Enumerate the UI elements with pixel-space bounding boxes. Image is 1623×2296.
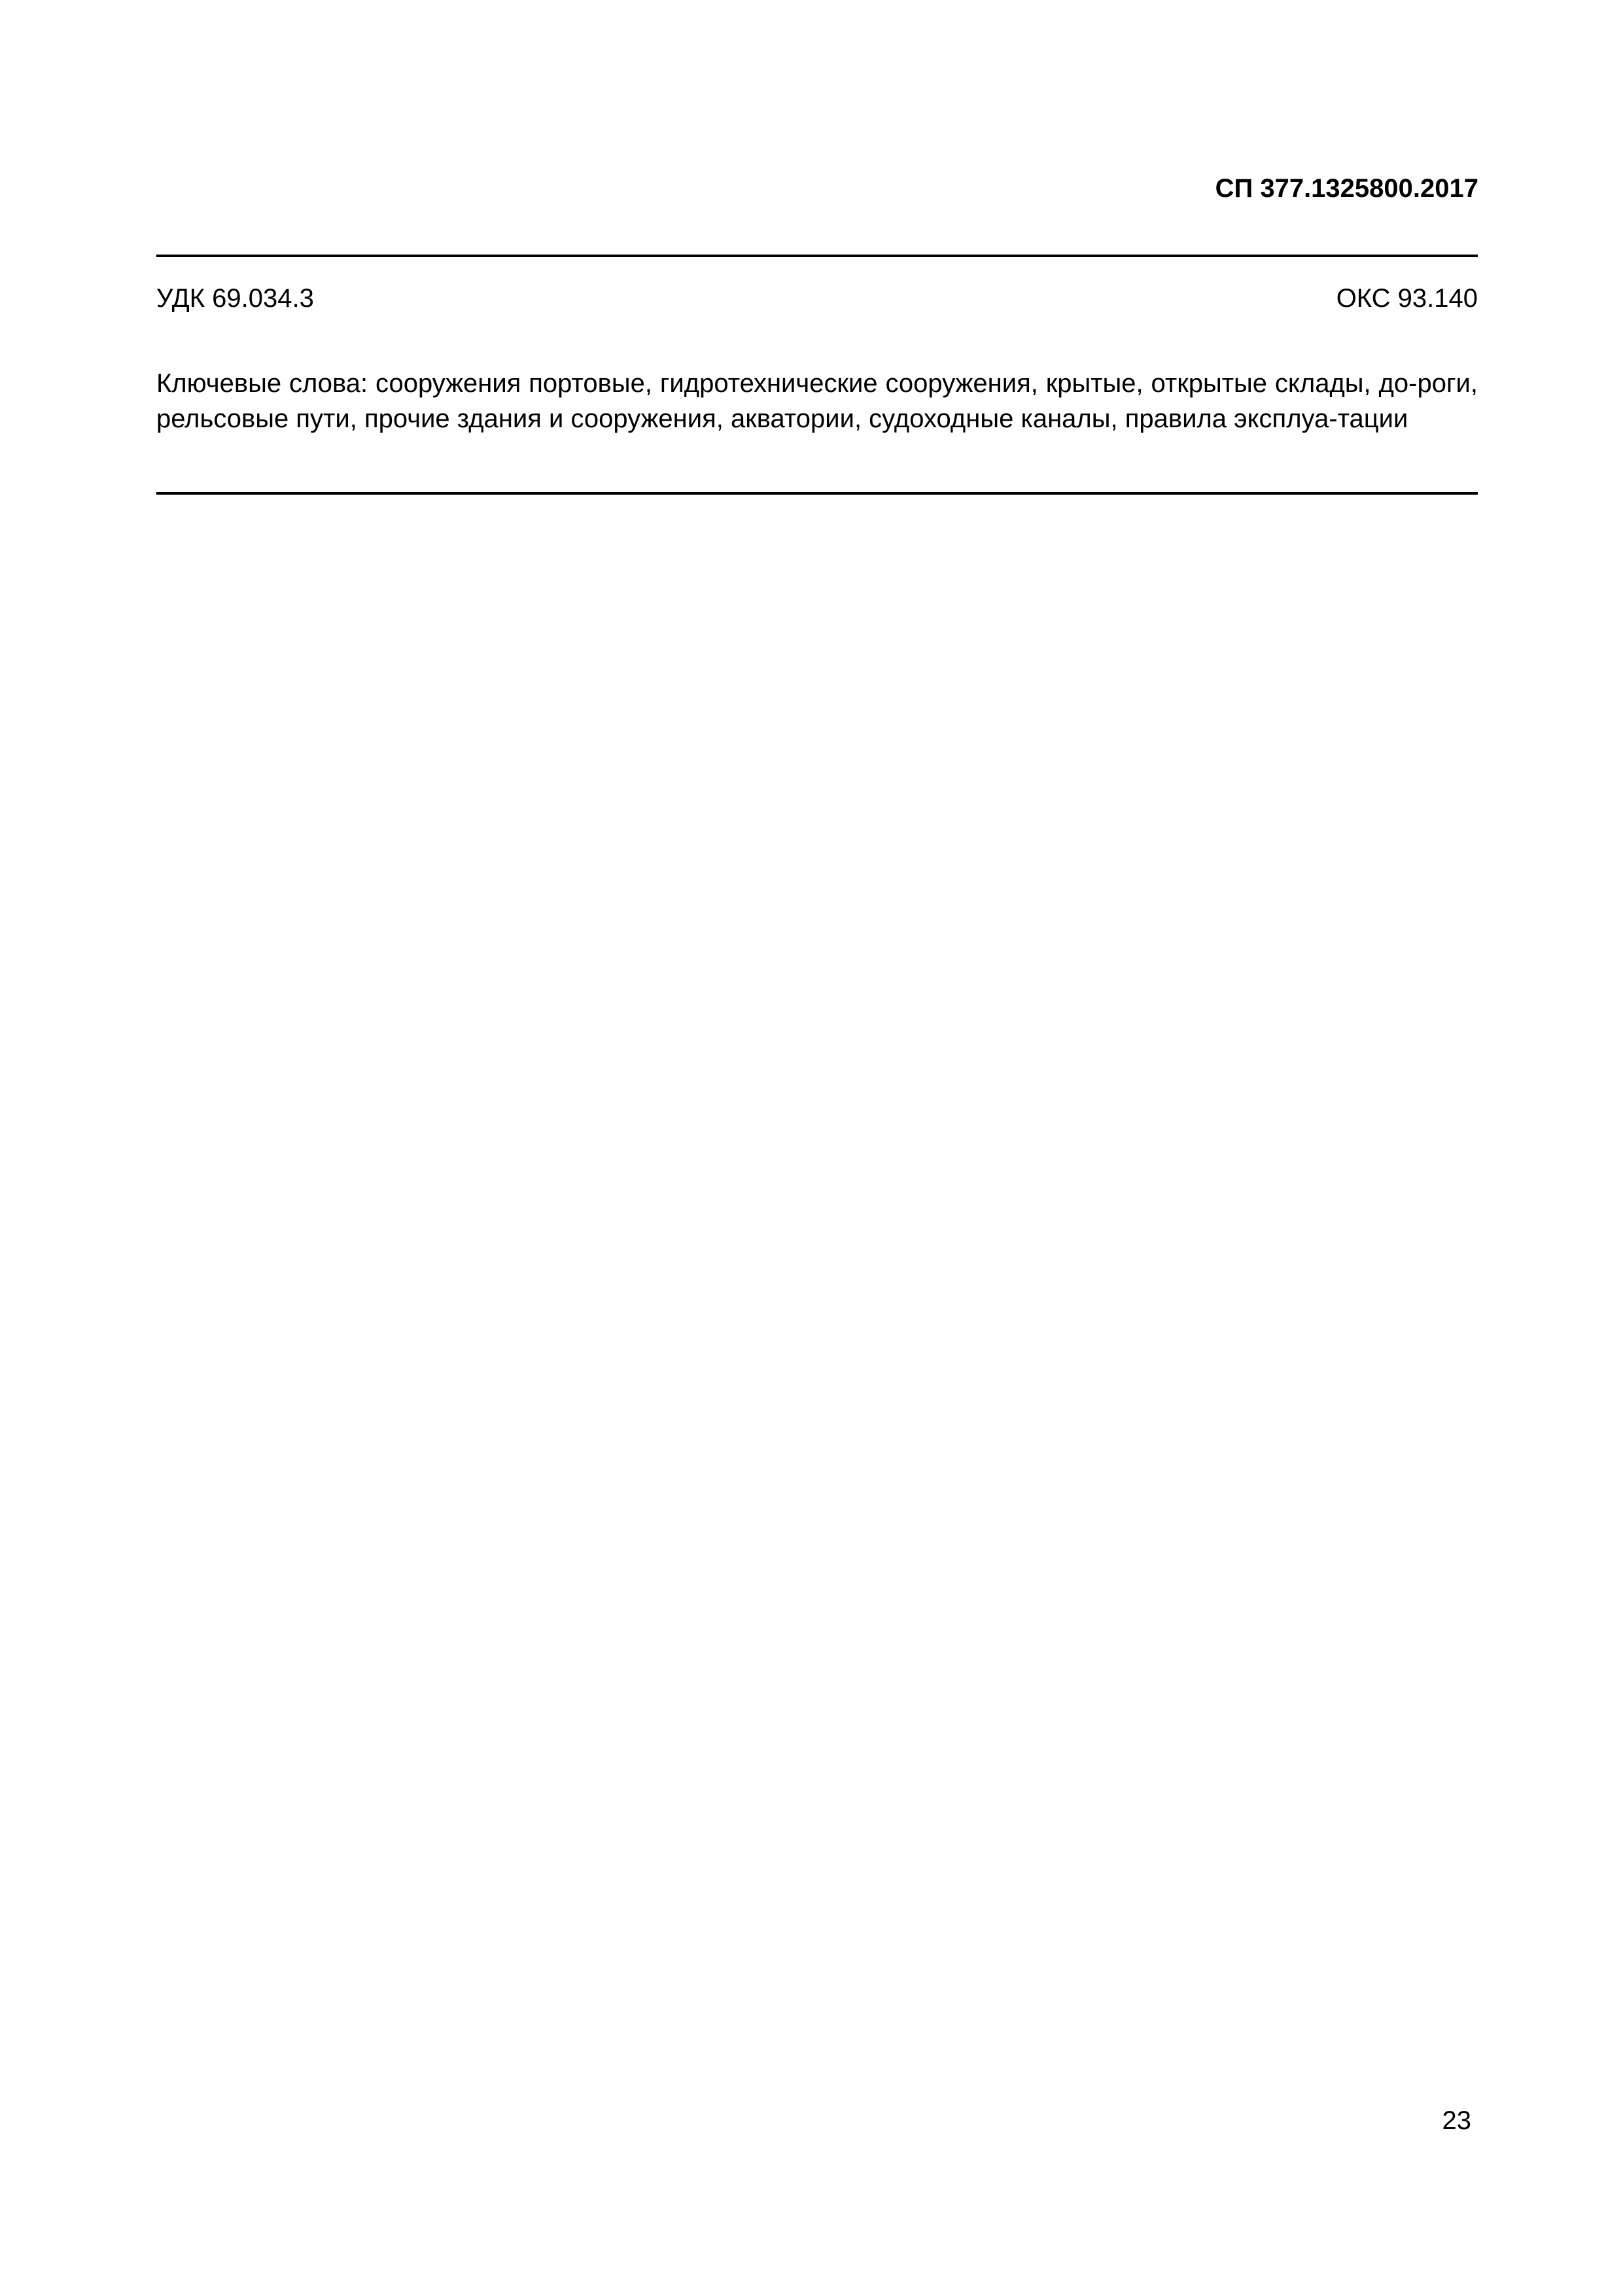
bottom-divider	[156, 492, 1478, 495]
classification-line	[156, 281, 1478, 315]
udc-code: УДК 69.034.3	[156, 284, 314, 313]
page-number: 23	[1442, 2106, 1471, 2135]
keywords-paragraph: Ключевые слова: сооружения портовые, гидротехнические сооружения, крытые, открытые склады, до-роги, рельсовые пути, прочие здания и сооружения, акватории, судоходные каналы, правила эксплуа-тации	[156, 369, 1478, 433]
top-divider	[156, 255, 1478, 257]
document-code: СП 377.1325800.2017	[1215, 174, 1478, 203]
oks-code: ОКС 93.140	[1336, 284, 1478, 313]
